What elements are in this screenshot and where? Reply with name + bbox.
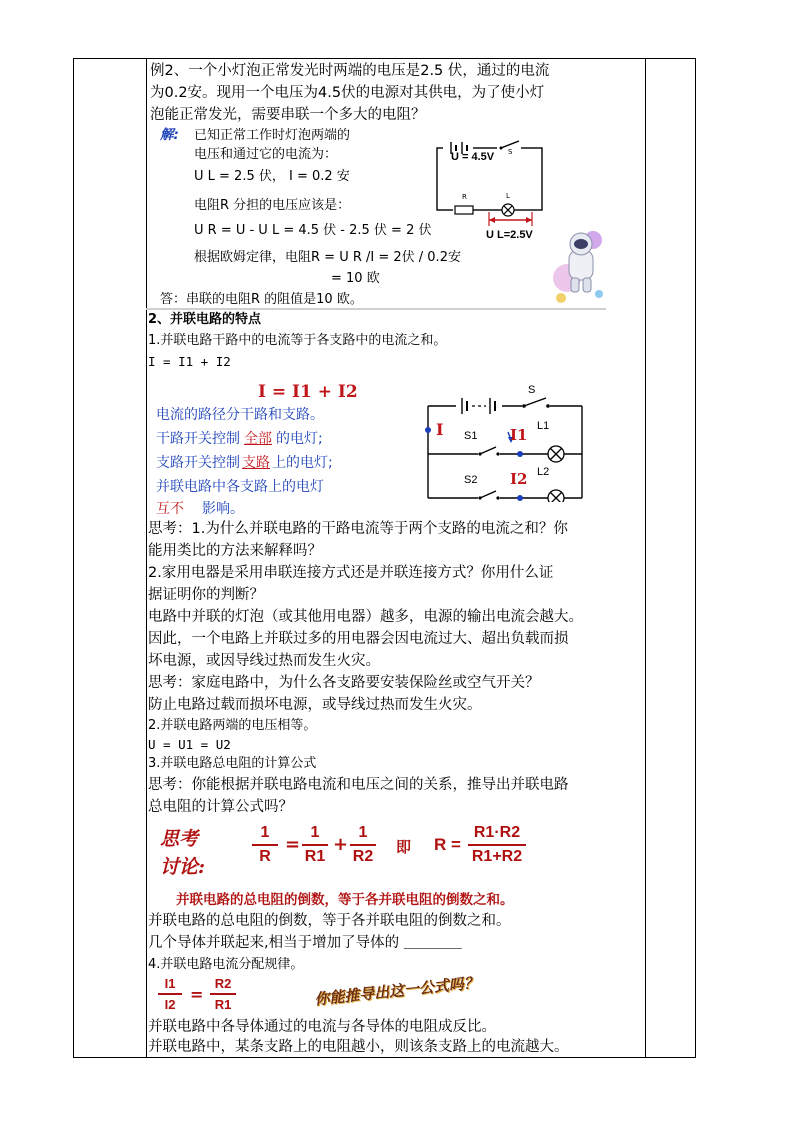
slide-line-4: 并联电路中各支路上的电灯 — [156, 479, 324, 495]
example-line-2: 为0.2安。现用一个电压为4.5伏的电源对其供电，为了使小灯 — [150, 85, 545, 101]
fraction-1-over-R: 1 R — [252, 824, 278, 866]
circuit-switch-2-label: S2 — [464, 474, 478, 486]
solve-label: 解: — [160, 127, 179, 143]
equals-sign: = — [285, 834, 301, 855]
rule-1: 1.并联电路干路中的电流等于各支路中的电流之和。 — [148, 333, 447, 348]
table-divider-right — [645, 58, 646, 1058]
formula-voltage-equal: U = U1 = U2 — [148, 737, 231, 752]
circuit-current-1-label: I1 — [510, 426, 528, 444]
example-line-1: 例2、一个小灯泡正常发光时两端的电压是2.5 伏，通过的电流 — [150, 63, 550, 79]
circuit-lamp-label: L — [506, 192, 510, 200]
red-conclusion: 并联电路的总电阻的倒数，等于各并联电阻的倒数之和。 — [176, 892, 514, 908]
paragraph-1-line-3: 坏电源，或因导线过热而发生火灾。 — [148, 653, 380, 669]
plus-sign: + — [333, 834, 349, 855]
parallel-circuit-diagram — [420, 386, 590, 502]
circuit-switch-1-label: S1 — [464, 430, 478, 442]
paragraph-1-line-1: 电路中并联的灯泡（或其他用电器）越多，电源的输出电流会越大。 — [148, 609, 583, 625]
solution-line-2: 电压和通过它的电流为： — [194, 147, 338, 162]
think-2-line-2: 据证明你的判断？ — [148, 587, 264, 603]
formula-current-sum: I = I1 + I2 — [148, 354, 231, 369]
solution-line-6: 根据欧姆定律，电阻R = U R /I = 2伏 / 0.2安 — [194, 250, 461, 265]
solution-line-7: = 10 欧 — [331, 271, 380, 286]
fraction-1-over-R2: 1 R2 — [350, 824, 376, 866]
example-line-3: 泡能正常发光，需要串联一个多大的电阻？ — [150, 107, 426, 123]
discussion-label-1: 思考 — [160, 828, 199, 850]
rule-4-conclusion: 并联电路中，某条支路上的电阻越小，则该条支路上的电流越大。 — [148, 1039, 569, 1055]
derive-prompt: 你能推导出这一公式吗？ — [313, 973, 480, 1009]
equals-sign-2: = — [190, 985, 204, 1004]
slide-line-5: 互不 影响。 — [156, 501, 244, 517]
slide-formula: I = I1 + I2 — [258, 382, 358, 402]
answer-3: 防止电路过载而损坏电源，或导线过热而发生火灾。 — [148, 697, 482, 713]
think-2-line-1: 2.家用电器是采用串联连接方式还是并联连接方式？你用什么证 — [148, 565, 554, 581]
slide-line-3: 支路开关控制 支路 上的电灯; — [156, 455, 333, 471]
fraction-product-over-sum: R1·R2 R1+R2 — [468, 824, 526, 866]
circuit-main-switch-label: S — [528, 384, 536, 396]
solution-line-5: U R = U - U L = 4.5 伏 - 2.5 伏 = 2 伏 — [194, 223, 432, 238]
rule-4-explanation: 并联电路中各导体通过的电流与各导体的电阻成反比。 — [148, 1019, 496, 1035]
circuit-lamp-voltage-label: U L=2.5V — [486, 229, 533, 241]
solution-line-1: 已知正常工作时灯泡两端的 — [194, 128, 351, 143]
paragraph-1-line-2: 因此，一个电路上并联过多的用电器会因电流过大、超出负载而损 — [148, 631, 569, 647]
rule-3: 3.并联电路总电阻的计算公式 — [148, 756, 317, 771]
total-resistance-label: R = — [434, 835, 461, 854]
circuit-voltage-label: U = 4.5V — [451, 151, 495, 163]
therefore-label: 即 — [396, 838, 412, 856]
fraction-1-over-R1: 1 R1 — [302, 824, 328, 866]
circuit-switch-label: S — [508, 148, 513, 156]
answer-line: 答：串联的电阻R 的阻值是10 欧。 — [160, 292, 363, 307]
circuit-current-2-label: I2 — [510, 470, 528, 488]
rule-4: 4.并联电路电流分配规律。 — [148, 957, 304, 972]
circuit-lamp-1-label: L1 — [537, 420, 550, 432]
fraction-R2-over-R1: R2 R1 — [210, 976, 236, 1012]
solution-line-3: U L = 2.5 伏， I = 0.2 安 — [194, 169, 350, 184]
slide-line-1: 电流的路径分干路和支路。 — [156, 407, 324, 423]
lesson-content — [146, 58, 645, 1058]
astronaut-sticker-icon — [549, 220, 609, 305]
slide-line-2: 干路开关控制 全部 的电灯; — [156, 431, 323, 447]
think-4-line-2: 总电阻的计算公式吗？ — [148, 799, 293, 815]
section-heading: 2、并联电路的特点 — [148, 312, 262, 327]
circuit-resistor-label: R — [462, 193, 467, 201]
think-3: 思考：家庭电路中，为什么各支路要安装保险丝或空气开关？ — [148, 675, 540, 691]
think-1-line-1: 思考：1.为什么并联电路的干路电流等于两个支路的电流之和？你 — [148, 521, 568, 537]
fraction-I1-over-I2: I1 I2 — [158, 976, 182, 1012]
rule-2: 2.并联电路两端的电压相等。 — [148, 718, 317, 733]
discussion-label-2: 讨论: — [160, 856, 206, 878]
think-4-line-1: 思考：你能根据并联电路电流和电压之间的关系，推导出并联电路 — [148, 777, 569, 793]
solution-line-4: 电阻R 分担的电压应该是： — [194, 198, 351, 213]
circuit-current-main-label: I — [436, 420, 444, 439]
think-1-line-2: 能用类比的方法来解释吗？ — [148, 543, 322, 559]
fill-blank-line: 几个导体并联起来,相当于增加了导体的 ＿＿＿＿ — [148, 935, 462, 951]
rule-3-conclusion: 并联电路的总电阻的倒数，等于各并联电阻的倒数之和。 — [148, 913, 511, 929]
circuit-lamp-2-label: L2 — [537, 466, 550, 478]
